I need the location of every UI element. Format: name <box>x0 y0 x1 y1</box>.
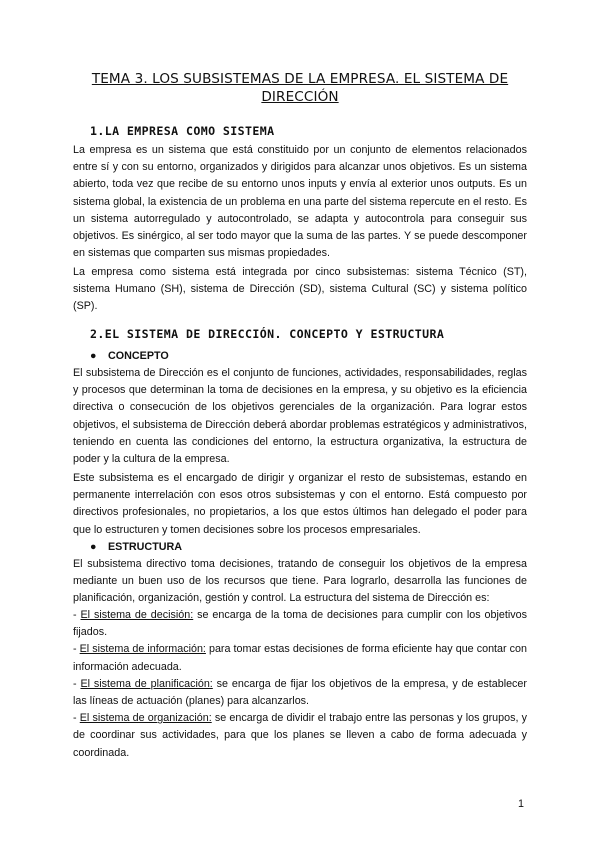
list-item-organizacion <box>73 710 527 762</box>
subheading-concepto <box>90 350 169 362</box>
list-item-term: El sistema de organización: <box>79 712 212 725</box>
subheading-estructura <box>90 541 182 553</box>
list-item-text: para tomar estas decisiones de forma eficiente hay que contar con información adecuada. <box>73 643 527 673</box>
document-title: TEMA 3. LOS SUBSISTEMAS DE LA EMPRESA. EL SISTEMA DE DIRECCIÓN <box>91 71 509 105</box>
list-item-term: El sistema de información: <box>79 643 206 656</box>
page-number: 1 <box>518 798 524 810</box>
list-item-term: El sistema de decisión: <box>80 609 194 621</box>
list-item-planificacion <box>73 676 527 710</box>
paragraph-empresa-sistema: La empresa es un sistema que está constituido por un conjunto de elementos relacionados entre sí y con su entorno, organizados y dirigidos para alcanzar unos objetivos. Es un sistema abierto, toda vez que recibe de su entorno unos inputs y envía al exterior unos outputs. Es un sistema global, la existencia de un problema en una parte del sistema repercute en el resto. Es un sistema autorregulado y autocontrolado, se adapta y autocontrola para conseguir sus objetivos. Es sinérgico, al ser todo mayor que la suma de las partes. Y se puede descomponer en sistemas que comparten sus mismas propiedades. <box>73 144 527 260</box>
list-item-text: se encarga de dividir el trabajo entre las personas y los grupos, y de coordinar sus actividades, para que los planes se lleven a cabo de forma adecuada y coordinada. <box>73 712 527 759</box>
estructura-list <box>73 607 527 762</box>
list-item-informacion <box>73 641 527 675</box>
list-item-text: se encarga de la toma de decisiones para cumplir con los objetivos fijados. <box>73 609 527 639</box>
section-heading-empresa-sistema: 1.LA EMPRESA COMO SISTEMA <box>90 124 275 138</box>
bullet-icon: ● <box>90 541 97 553</box>
paragraph-concepto-definicion: El subsistema de Dirección es el conjunto de funciones, actividades, responsabilidades, reglas y procesos que determinan la toma de decisiones en la empresa, y su objetivo es la eficiencia directiva o consecución de los objetivos gerenciales de la organización. Para lograr estos objetivos, el subsistema de Dirección deberá abordar problemas estratégicos y administrativos, teniendo en cuenta las condiciones del entorno, la estructura organizativa, la estructura de poder y la cultura de la empresa. <box>73 367 527 466</box>
list-item-term: El sistema de planificación: <box>80 677 213 690</box>
list-item-dash: - <box>73 643 80 656</box>
paragraph-subsistemas: La empresa como sistema está integrada por cinco subsistemas: sistema Técnico (ST), sistema Humano (SH), sistema de Dirección (SD), sistema Cultural (SC) y sistema político (SP). <box>73 266 527 313</box>
paragraph-concepto-funcion: Este subsistema es el encargado de dirigir y organizar el resto de subsistemas, estando en permanente interrelación con esos otros subsistemas y con el entorno. Está compuesto por directivos profesionales, no propietarios, a los que estos últimos han delegado el poder para que lo estructuren y tomen decisiones sobre los procesos empresariales. <box>73 472 527 536</box>
subheading-concepto-label: CONCEPTO <box>108 350 169 362</box>
list-item-dash: - <box>73 677 81 690</box>
list-item-decision <box>73 607 527 641</box>
section-heading-sistema-direccion: 2.EL SISTEMA DE DIRECCIÓN. CONCEPTO Y ESTRUCTURA <box>90 327 445 341</box>
list-item-dash: - <box>73 609 81 621</box>
list-item-dash: - <box>73 712 80 725</box>
list-item-text: se encarga de fijar los objetivos de la empresa, y de establecer las líneas de actuación (planes) para alcanzarlos. <box>73 677 527 708</box>
paragraph-estructura-intro: El subsistema directivo toma decisiones, tratando de conseguir los objetivos de la empresa mediante un buen uso de los recursos que tiene. Para lograrlo, desarrolla las funciones de planificación, organización, gestión y control. La estructura del sistema de Dirección es: <box>73 558 527 605</box>
subheading-estructura-label: ESTRUCTURA <box>108 541 183 553</box>
bullet-icon: ● <box>90 350 97 362</box>
